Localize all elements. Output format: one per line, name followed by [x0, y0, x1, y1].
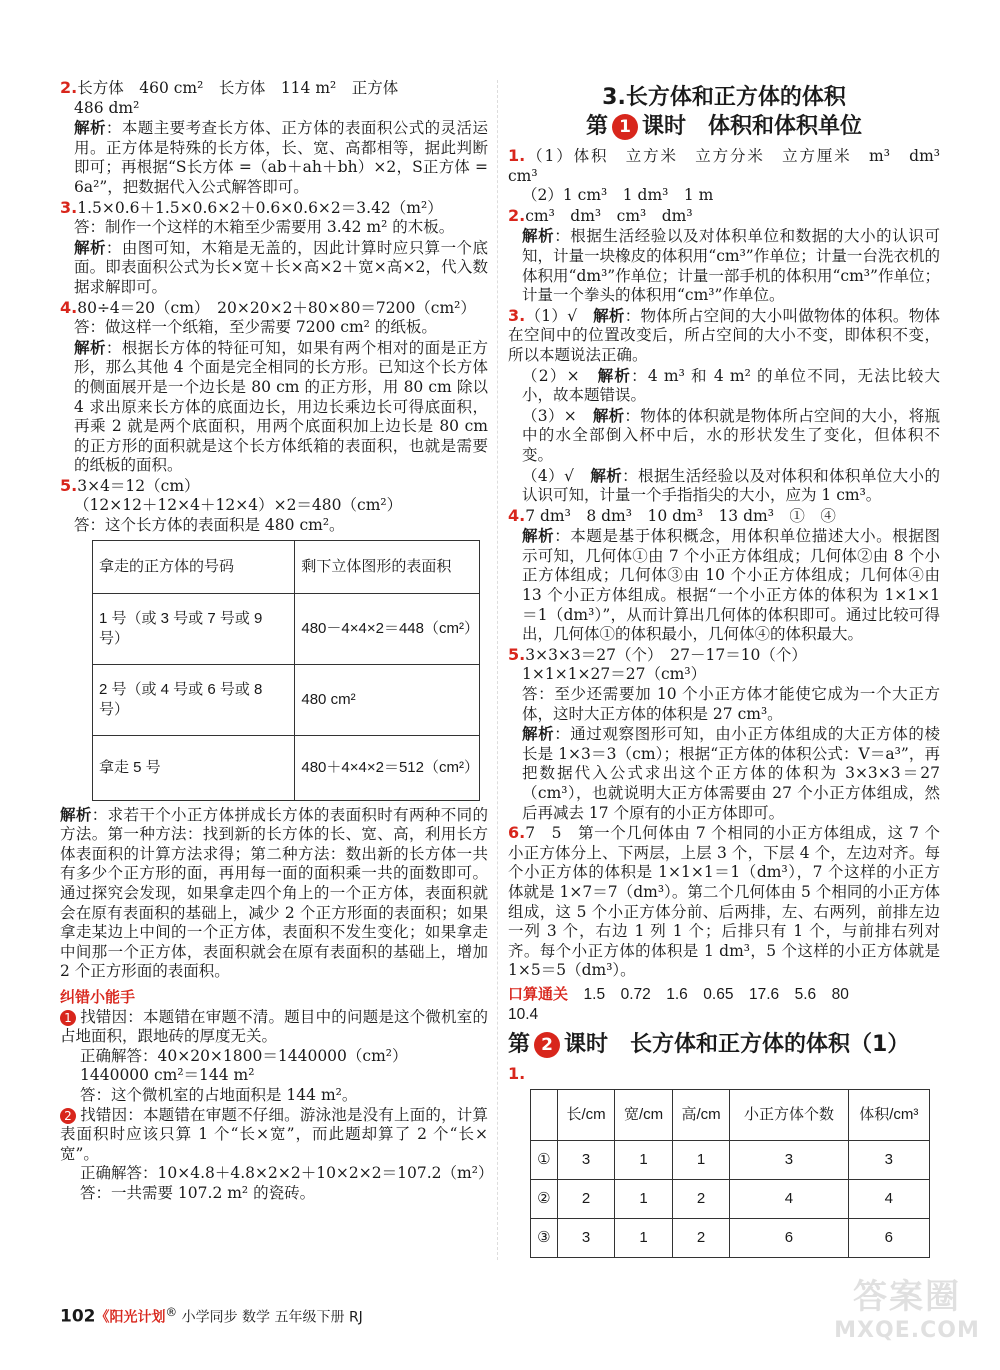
- left-column: [60, 78, 494, 1204]
- table-cell: 6: [730, 1218, 848, 1257]
- error-section-title: 纠错小能手: [60, 988, 136, 1006]
- table-row: [93, 735, 480, 800]
- error-reason: 找错因：本题错在审题不仔细。游泳池是没有上面的，计算表面积时应该只算 1 个“长×宽”，而此题却算了 2 个“长×宽”。: [60, 1105, 488, 1163]
- correct-line: 答：这个微机室的占地面积是 144 m²。: [80, 1085, 358, 1104]
- mental-math: [508, 985, 940, 1024]
- table-cell: ③: [531, 1218, 558, 1257]
- analysis-text: ：由图可知，木箱是无盖的，因此计算时应只算一个底面。即表面积公式为长×宽＋长×高×2＋宽×高×2，代入数据求解即可。: [74, 238, 488, 296]
- question-number: 3.: [508, 305, 526, 325]
- table-cell: 480－4×4×2＝448（cm²）: [295, 593, 480, 664]
- page-number: 102: [60, 1306, 96, 1327]
- right-q3: [508, 306, 940, 506]
- table-header-cell: 小正方体个数: [730, 1089, 848, 1140]
- answer-line: 答：至少还需要加 10 个小正方体才能使它成为一个大正方体，这时大正方体的体积是 27 cm³。: [522, 685, 940, 723]
- calc-line: 3×4＝12（cm）: [77, 476, 200, 495]
- answer-lead: 7 5: [525, 824, 579, 843]
- table-header-cell: 体积/cm³: [848, 1089, 929, 1140]
- analysis-label: 解析: [592, 405, 625, 425]
- lesson-number-badge: 1: [612, 114, 638, 140]
- answer-lead: （3）×: [522, 406, 593, 425]
- correct-line: 正确解答：10×4.8＋4.8×2×2＋10×2×2＝107.2（m²）: [80, 1164, 494, 1183]
- left-q2: [60, 78, 493, 198]
- table-row: [93, 593, 480, 664]
- calc-line: 1.5×0.6＋1.5×0.6×2＋0.6×0.6×2＝3.42（m²）: [77, 198, 443, 217]
- analysis-text: 第一个几何体由 7 个相同的小正方体组成，这 7 个小正方体分上、下两层，上层 3 个，下层 4 个，左边对齐。每个小正方体的体积是 1×1×1＝1（dm³），7 个这样的小正方体就是 1×7＝7（dm³）。第二个几何体由 5 个相同的小正方体组成，这 5 个小正方体分前、后两排，左、右两列，前排左边一列 3 个，右边 1 列 1 个；后排只有 1 个，与前排右列对齐。每个小正方体的体积是 1 dm³，5 个这样的小正方体就是 1×5＝5（dm³）。: [508, 824, 945, 980]
- item-number-badge: 2: [60, 1108, 76, 1124]
- question-number: 2.: [508, 205, 526, 225]
- table-row: [93, 664, 480, 735]
- table-header-cell: 剩下立体图形的表面积: [295, 540, 480, 593]
- table-cell: 4: [730, 1179, 848, 1218]
- calc-line: 80÷4＝20（cm） 20×20×2＋80×80＝7200（cm²）: [77, 298, 476, 317]
- lesson-title: [508, 1030, 940, 1060]
- table-header-cell: 宽/cm: [615, 1089, 673, 1140]
- question-number: 3.: [60, 197, 78, 217]
- lesson-name: 课时 长方体和正方体的体积（1）: [564, 1032, 910, 1058]
- analysis-label: 解析: [593, 305, 625, 325]
- right-column: [508, 78, 956, 1258]
- error-section: [60, 988, 494, 1204]
- column-divider: [497, 80, 498, 1260]
- error-reason: 找错因：本题错在审题不清。题目中的问题是这个微机室的占地面积，跟地砖的厚度无关。: [60, 1007, 488, 1046]
- registered-mark: ®: [165, 1305, 178, 1319]
- table-row: [531, 1140, 930, 1179]
- analysis-text: ：根据生活经验以及对体积单位和数据的大小的认识可知，计量一块橡皮的体积用“cm³”作单位；计量一台洗衣机的体积用“dm³”作单位；计量一部手机的体积用“cm³”作单位；计量一个拳头的体积用“cm³”作单位。: [522, 227, 940, 305]
- table-cell: 6: [848, 1218, 929, 1257]
- question-number: 2.: [60, 78, 78, 97]
- section-title: 3.长方体和正方体的体积: [602, 85, 846, 110]
- left-q3: [60, 198, 488, 298]
- correct-line: 答：一共需要 107.2 m² 的瓷砖。: [80, 1183, 316, 1202]
- table-cell: 3: [730, 1140, 848, 1179]
- answer-lead: （1）√: [525, 306, 594, 325]
- table-header-cell: [531, 1089, 558, 1140]
- question-number: 4.: [508, 505, 526, 525]
- answer-lead: （2）×: [522, 366, 598, 385]
- analysis-text: ：本题是基于体积概念，用体积单位描述大小。根据图示可知，几何体①由 7 个小正方体组成；几何体②由 8 个小正方体组成；几何体③由 10 个小正方体组成；几何体④由 13 个小正方体组成。根据“一个小正方体的体积为 1×1×1＝1（dm³）”，从而计算出几何体的体积即可。通过比较可得出，几何体①的体积最小，几何体④的体积最大。: [522, 527, 945, 644]
- table-cell: 3: [557, 1140, 615, 1179]
- table-cell: 1: [615, 1179, 673, 1218]
- question-number: 1.: [508, 146, 526, 165]
- mental-math-answers: 10.4: [508, 1005, 539, 1023]
- lesson-number-badge: 2: [534, 1032, 560, 1058]
- analysis-text: ：4 m³ 和 4 m² 的单位不同，无法比较大小，故本题错误。: [522, 366, 940, 405]
- analysis-label: 解析: [590, 465, 623, 485]
- surface-area-table: [92, 540, 480, 801]
- calc-line: （12×12＋12×4＋12×4）×2＝480（cm²）: [74, 496, 403, 515]
- right-q4: [508, 505, 945, 645]
- table-cell: 2: [672, 1179, 730, 1218]
- answer-line: 答：制作一个这样的木箱至少需要用 3.42 m² 的木板。: [74, 218, 455, 237]
- table-header-cell: 长/cm: [557, 1089, 615, 1140]
- analysis-text: ：根据长方体的特征可知，如果有两个相对的面是正方形，那么其他 4 个面是完全相同的长方形。已知这个长方体的侧面展开是一个边长是 80 cm 的正方形，用 80 cm 除以 4 求出原来长方体的底面边长，用边长乘边长可得底面积，再乘 2 就是两个底面积，用两个底面积加上边长是 80 cm 的正方形的面积就是这个长方体纸箱的表面积，也就是需要的纸板的面积。: [74, 338, 493, 475]
- analysis-label: 解析: [597, 365, 632, 385]
- question-number: 5.: [508, 644, 526, 664]
- mental-math-answers: 1.5 0.72 1.6 0.65 17.6 5.6 80: [583, 985, 849, 1003]
- table-cell: ②: [531, 1179, 558, 1218]
- question-number: 1.: [508, 1064, 526, 1084]
- lesson-prefix: 第: [508, 1032, 531, 1058]
- table-header-cell: 高/cm: [672, 1089, 730, 1140]
- watermark-bottom: MXQE.COM: [834, 1318, 980, 1343]
- table-cell: 3: [557, 1218, 615, 1257]
- table-cell: 2: [672, 1218, 730, 1257]
- mental-math-label: 口算通关: [508, 984, 569, 1003]
- correct-line: 正确解答：40×20×1800＝1440000（cm²）: [80, 1046, 408, 1065]
- left-q5: [60, 475, 493, 982]
- analysis-text: ：通过观察图形可知，由小正方体组成的大正方体的棱长是 1×3＝3（cm）；根据“正方体的体积公式：V＝a³”，再把数据代入公式求出这个正方体的体积为 3×3×3＝27（cm³），也就说明大正方体需要由 27 个小正方体组成，然后再减去 17 个原有的小正方体即可。: [522, 725, 940, 822]
- answer-line: 长方体 460 cm² 长方体 114 m² 正方体: [77, 79, 399, 97]
- table-cell: 480 cm²: [295, 664, 480, 735]
- analysis-label: 解析: [60, 804, 92, 824]
- right-q5: [508, 645, 940, 823]
- answer-line: （1）体积 立方米 立方分米 立方厘米 m³ dm³ cm³: [508, 147, 956, 185]
- table-row: [531, 1179, 930, 1218]
- table-cell: 1: [615, 1140, 673, 1179]
- analysis-text: ：物体的体积就是物体所占空间的大小，将瓶中的水全部倒入杯中后，水的形状发生了变化，但体积不变。: [522, 406, 940, 464]
- answer-line: 7 dm³ 8 dm³ 10 dm³ 13 dm³ ① ④: [525, 506, 836, 525]
- right-q1b: [508, 1064, 940, 1258]
- correct-line: 1440000 cm²＝144 m²: [80, 1066, 255, 1085]
- lesson-prefix: 第: [585, 114, 608, 139]
- analysis-text: ：物体所占空间的大小叫做物体的体积。物体在空间中的位置改变后，所占空间的大小不变，即体积不变，所以本题说法正确。: [508, 306, 940, 364]
- answer-line: 答：做这样一个纸箱，至少需要 7200 cm² 的纸板。: [74, 318, 437, 337]
- table-cell: 1: [672, 1140, 730, 1179]
- question-number: 4.: [60, 297, 78, 317]
- answer-line: （2）1 cm³ 1 dm³ 1 m: [522, 186, 714, 205]
- table-cell: 4: [848, 1179, 929, 1218]
- analysis-text: ：本题主要考查长方体、正方体的表面积公式的灵活运用。正方体是特殊的长方体，长、宽、高都相等，据此判断即可；再根据“S长方体 =（ab＋ah＋bh）×2，S正方体 = 6a²”，把数据代入公式解答即可。: [74, 119, 493, 196]
- calc-line: 3×3×3＝27（个） 27－17＝10（个）: [525, 645, 807, 664]
- watermark-logo: [822, 1269, 992, 1364]
- analysis-label: 解析: [74, 118, 106, 138]
- table-cell: 2: [557, 1179, 615, 1218]
- lesson-title: [508, 112, 940, 142]
- volume-table: [530, 1089, 930, 1258]
- analysis-label: 解析: [522, 226, 555, 246]
- item-number-badge: 1: [60, 1010, 76, 1026]
- question-number: 6.: [508, 823, 526, 843]
- question-number: 5.: [60, 475, 78, 495]
- answer-line: cm³ dm³ cm³ dm³: [525, 206, 693, 225]
- table-cell: 3: [848, 1140, 929, 1179]
- right-q1: [508, 146, 956, 206]
- table-header-cell: 拿走的正方体的号码: [93, 540, 295, 593]
- table-header-row: [531, 1089, 930, 1140]
- analysis-label: 解析: [74, 237, 106, 257]
- table-cell: 1 号（或 3 号或 7 号或 9 号）: [93, 593, 295, 664]
- analysis-label: 解析: [74, 337, 106, 357]
- left-q4: [60, 297, 493, 476]
- table-cell: 480＋4×4×2＝512（cm²）: [295, 735, 480, 800]
- analysis-text: ：求若干个小正方体拼成长方体的表面积时有两种不同的方法。第一种方法：找到新的长方体的长、宽、高，利用长方体表面积的计算方法求得；第二种方法：数出新的长方体一共有多少个正方形的面，再用每一面的面积乘一共的面数即可。通过探究会发现，如果拿走四个角上的一个正方体，表面积就会在原有表面积的基础上，减少 2 个正方形面的表面积；如果拿走某边上中间的一个正方体，表面积不发生变化；如果拿走中间那一个正方体，表面积就会在原有表面积的基础上，增加 2 个正方形面的表面积。: [60, 805, 493, 981]
- chevron-icon: 《: [95, 1309, 110, 1326]
- brand-name: 阳光计划: [109, 1309, 166, 1326]
- answer-line: 答：这个长方体的表面积是 480 cm²。: [74, 516, 345, 535]
- calc-line: 1×1×1×27＝27（cm³）: [522, 665, 707, 684]
- table-cell: 拿走 5 号: [93, 735, 295, 800]
- page-footer: [60, 1305, 363, 1327]
- table-cell: 1: [615, 1218, 673, 1257]
- book-info: 小学同步 数学 五年级下册 RJ: [181, 1309, 363, 1326]
- table-cell: ①: [531, 1140, 558, 1179]
- table-cell: 2 号（或 4 号或 6 号或 8 号）: [93, 664, 295, 735]
- right-q2: [508, 206, 940, 306]
- watermark-top: 答案圈: [853, 1277, 961, 1317]
- analysis-label: 解析: [522, 724, 555, 744]
- table-header-row: [93, 540, 480, 593]
- lesson-name: 课时 体积和体积单位: [642, 114, 863, 139]
- answer-lead: （4）√: [522, 466, 591, 485]
- table-row: [531, 1218, 930, 1257]
- right-q6: [508, 823, 945, 981]
- analysis-label: 解析: [522, 526, 555, 546]
- analysis-text: ：根据生活经验以及对体积和体积单位大小的认识可知，计量一个手指指尖的大小，应为 1 cm³。: [522, 466, 940, 505]
- answer-line: 486 dm²: [74, 98, 140, 117]
